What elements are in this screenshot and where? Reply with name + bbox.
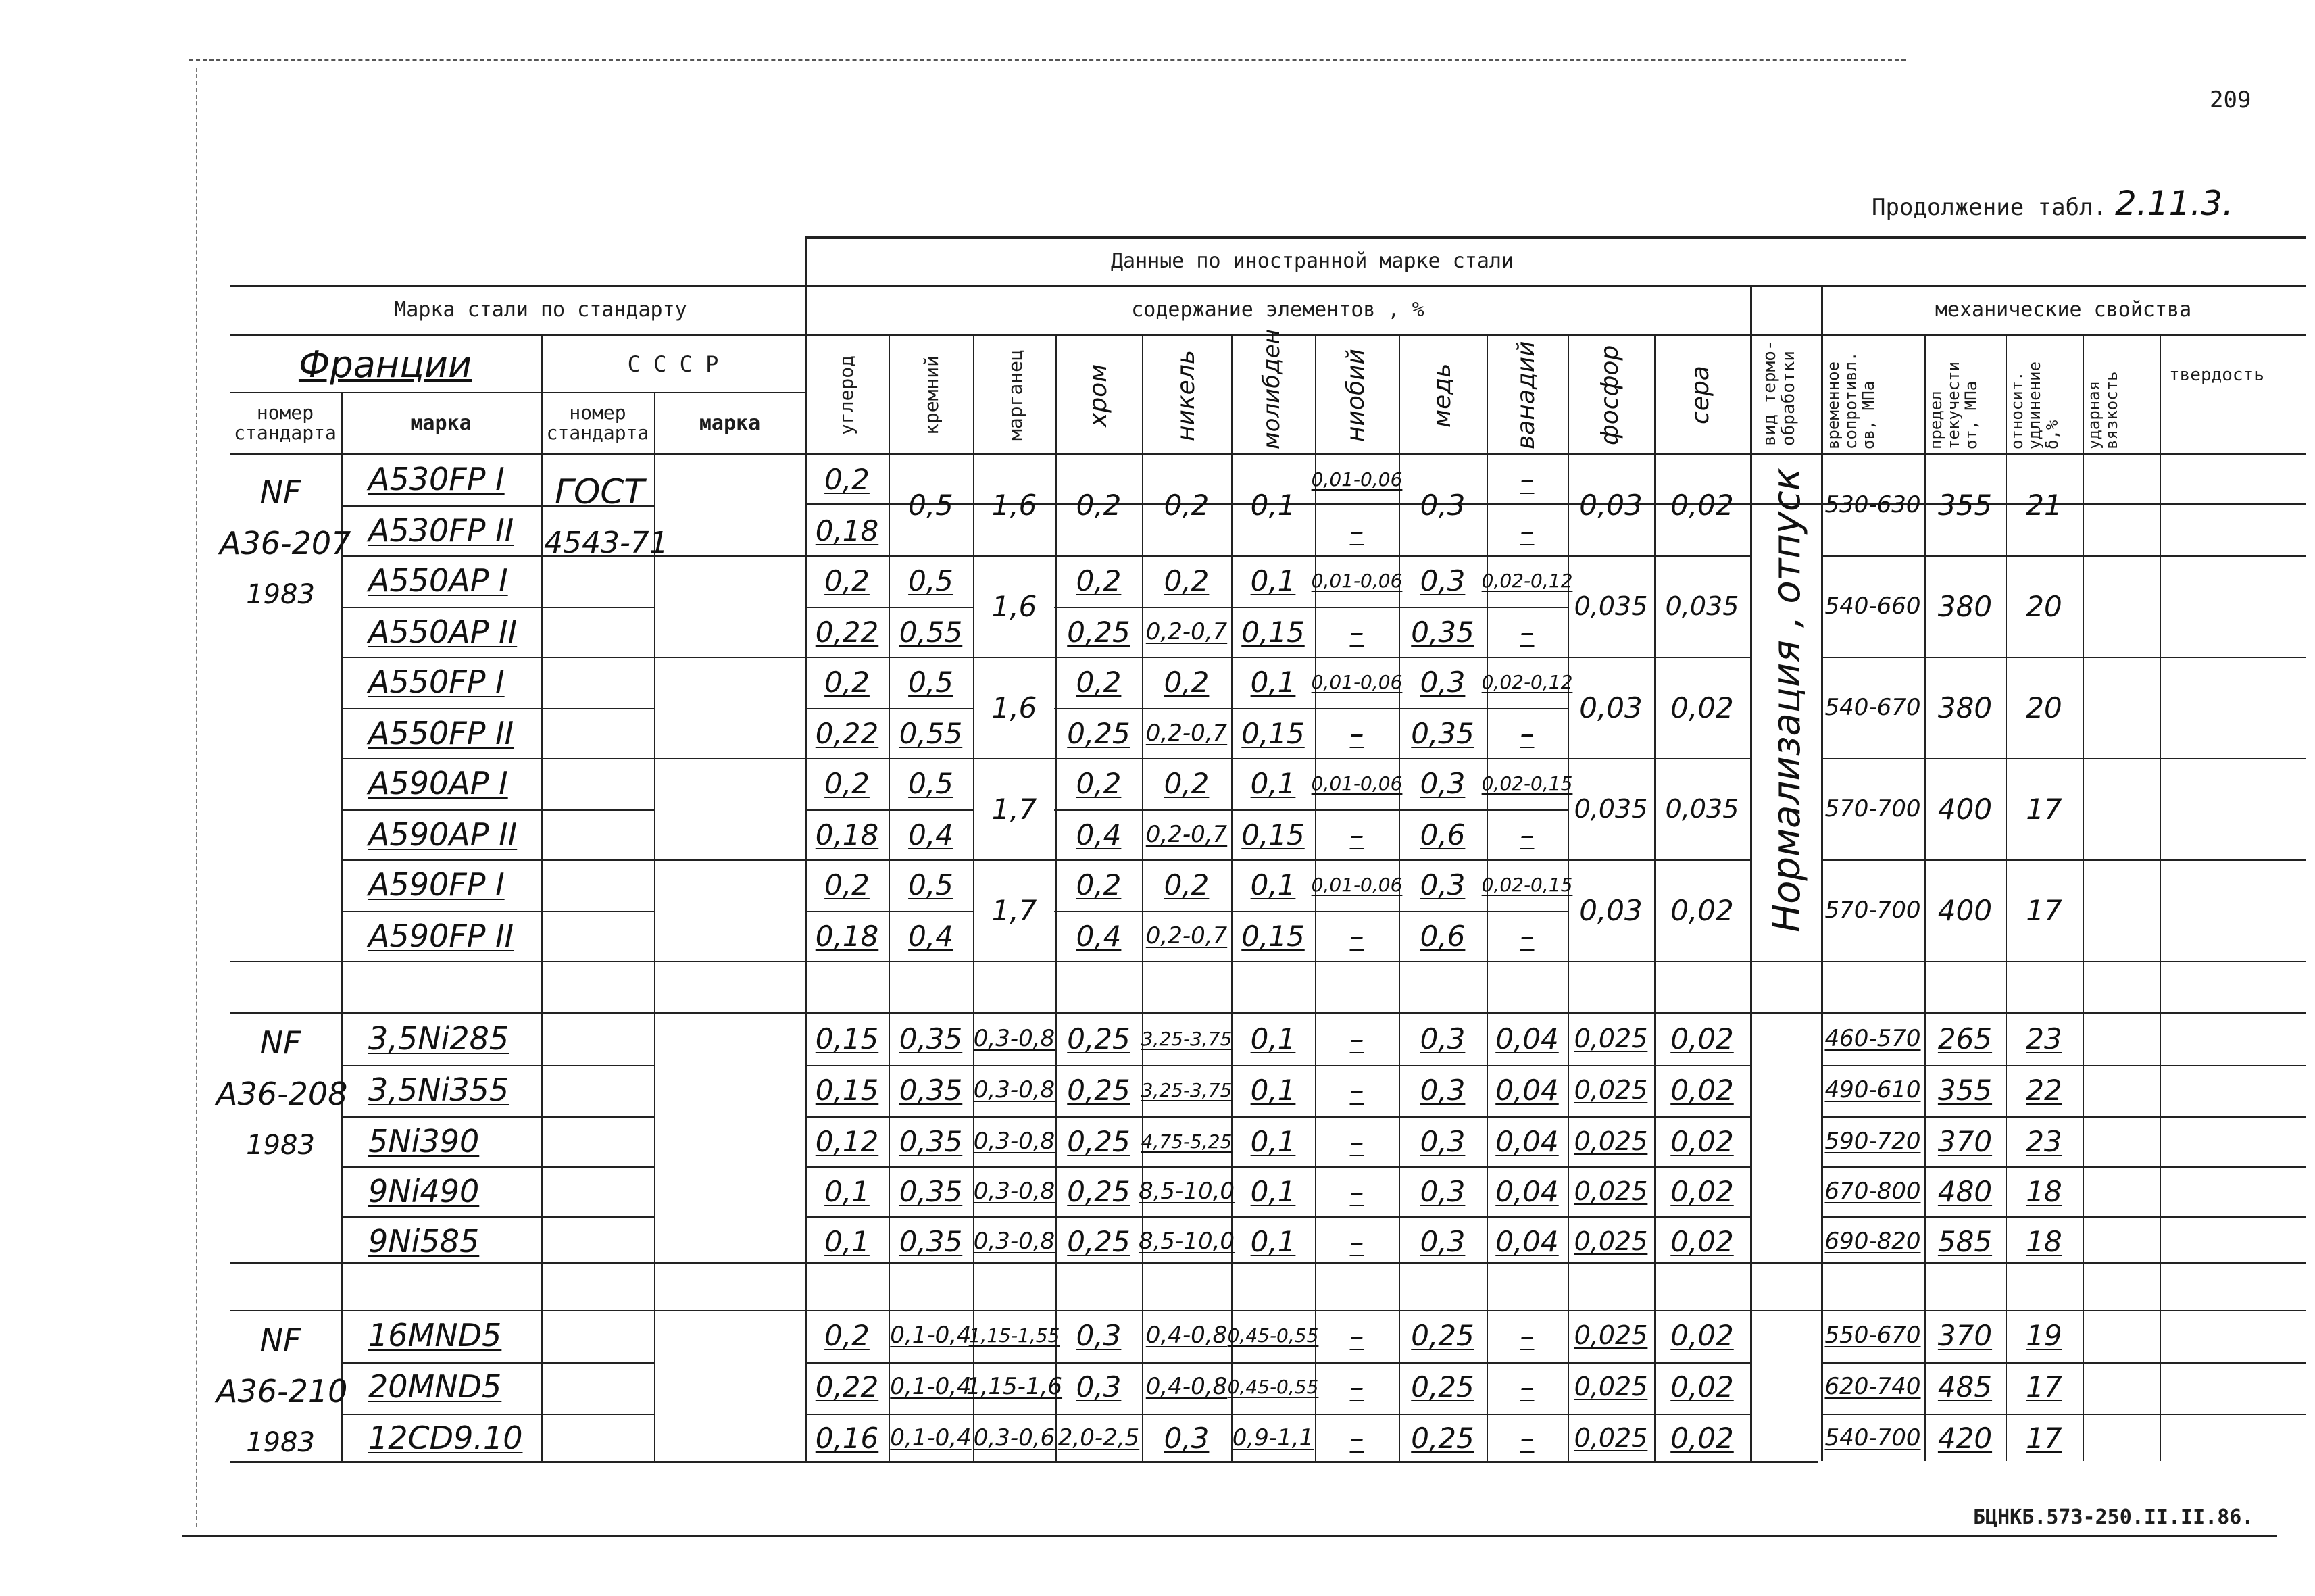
foreign-data-header: Данные по иностранной марке стали [1110, 249, 1514, 273]
cell-mo: 0,1 [1250, 1174, 1296, 1208]
cell-nb: – [1349, 818, 1364, 851]
cell-p: 0,025 [1574, 1226, 1648, 1256]
cell-el: 17 [2026, 792, 2062, 826]
cell-ni: 3,25-3,75 [1141, 1078, 1233, 1101]
cell-ni: 0,2 [1164, 868, 1210, 901]
std-number-ussr: номер стандарта [546, 401, 649, 444]
grid-line [2160, 334, 2161, 1461]
cell-ts: 590-720 [1824, 1128, 1921, 1155]
cell-p: 0,03 [1579, 893, 1643, 927]
cell-v: – [1520, 615, 1535, 649]
cell-ts: 540-700 [1824, 1424, 1921, 1451]
grid-line [230, 392, 805, 393]
col-tensile-strength: временное сопротивл. σв, МПа [1824, 351, 1878, 449]
cell-ni: 0,2-0,7 [1145, 821, 1228, 848]
cell-ni: 8,5-10,0 [1138, 1178, 1235, 1205]
cell-mo: 0,1 [1250, 564, 1296, 597]
cell-ts: 540-670 [1824, 694, 1921, 721]
cell-grade: 9Ni585 [368, 1223, 480, 1260]
group-a-standard [220, 466, 351, 620]
cell-grade: A590AP II [368, 816, 518, 853]
cell-el: 21 [2026, 488, 2062, 522]
cell-mo: 0,1 [1250, 1124, 1296, 1158]
cell-mn: 1,6 [991, 488, 1037, 522]
footer-code: БЦНКБ.573-250.II.II.86. [1973, 1505, 2254, 1529]
cell-si: 0,5 [908, 488, 953, 522]
cell-c: 0,2 [824, 462, 870, 496]
left-edge-line [196, 68, 197, 1527]
cell-cr: 0,3 [1076, 1370, 1122, 1403]
cell-c: 0,18 [815, 919, 879, 953]
cell-si: 0,35 [899, 1174, 963, 1208]
cell-mo: 0,1 [1250, 1022, 1296, 1055]
cell-cu: 0,3 [1420, 1022, 1466, 1055]
cell-nb: – [1349, 1073, 1364, 1107]
cell-v: – [1520, 1421, 1535, 1455]
cell-v: – [1520, 1318, 1535, 1352]
cell-el: 18 [2026, 1174, 2062, 1208]
std-line: 1983 [246, 1130, 315, 1161]
cell-s: 0,02 [1670, 1224, 1734, 1258]
std-line: NF [259, 1024, 301, 1061]
std-line: NF [259, 474, 301, 510]
cell-mo: 0,1 [1250, 1224, 1296, 1258]
std-line: A36-208 [216, 1076, 348, 1112]
cell-mo: 0,1 [1250, 665, 1296, 699]
cell-mn: 0,3-0,8 [973, 1128, 1055, 1155]
col-heat-treatment: вид термо- обработки [1760, 340, 1799, 446]
cell-s: 0,035 [1665, 591, 1739, 621]
cell-ts: 570-700 [1824, 897, 1921, 924]
cell-el: 18 [2026, 1224, 2062, 1258]
cell-ys: 480 [1937, 1174, 1993, 1208]
cell-si: 0,1-0,4 [890, 1373, 972, 1400]
cell-s: 0,02 [1670, 893, 1734, 927]
elements-content-header: содержание элементов , % [1131, 297, 1424, 322]
cell-cr: 0,25 [1067, 1224, 1130, 1258]
cell-mo: 0,9-1,1 [1232, 1424, 1314, 1451]
heat-treatment-value: Нормализация , отпуск [1765, 468, 1809, 932]
cell-c: 0,22 [815, 1370, 879, 1403]
cell-mo: 0,45-0,55 [1227, 1324, 1319, 1347]
cell-mn: 1,15-1,55 [968, 1324, 1060, 1347]
cell-cr: 0,25 [1067, 1124, 1130, 1158]
cell-cr: 0,2 [1076, 665, 1122, 699]
bottom-edge-line [182, 1535, 2277, 1537]
cell-c: 0,18 [815, 818, 879, 851]
cell-ys: 370 [1937, 1318, 1993, 1352]
col-niobium: ниобий [1342, 349, 1370, 442]
cell-mn: 0,3-0,6 [973, 1424, 1055, 1451]
cell-ys: 380 [1937, 691, 1993, 724]
cell-si: 0,5 [908, 766, 953, 800]
cell-v: 0,04 [1495, 1124, 1559, 1158]
continuation-text: Продолжение табл. [1872, 194, 2107, 221]
cell-v: 0,04 [1495, 1224, 1559, 1258]
cell-cr: 0,4 [1076, 818, 1122, 851]
cell-cu: 0,3 [1420, 1073, 1466, 1107]
cell-cr: 0,3 [1076, 1318, 1122, 1352]
cell-ni: 0,2-0,7 [1145, 720, 1228, 747]
cell-v: – [1520, 818, 1535, 851]
cell-ts: 530-630 [1824, 491, 1921, 518]
continuation-label [1872, 184, 2233, 223]
cell-el: 19 [2026, 1318, 2062, 1352]
cell-mo: 0,15 [1241, 615, 1305, 649]
cell-s: 0,02 [1670, 691, 1734, 724]
cell-v: 0,02-0,15 [1481, 772, 1573, 795]
cell-ni: 0,2 [1164, 488, 1210, 522]
cell-cu: 0,3 [1420, 766, 1466, 800]
cell-nb: – [1349, 1022, 1364, 1055]
cell-cu: 0,25 [1411, 1318, 1474, 1352]
continuation-ref: 2.11.3. [2115, 184, 2233, 223]
cell-s: 0,035 [1665, 794, 1739, 824]
cell-v: 0,02-0,12 [1481, 670, 1573, 693]
cell-ts: 690-820 [1824, 1228, 1921, 1255]
cell-nb: 0,01-0,06 [1311, 569, 1403, 592]
group-b-standard [216, 1017, 348, 1171]
cell-grade: A530FP II [368, 512, 514, 549]
cell-ts: 460-570 [1824, 1025, 1921, 1052]
grade-ussr: марка [699, 411, 761, 435]
cell-si: 0,4 [908, 919, 953, 953]
cell-cr: 0,25 [1067, 1073, 1130, 1107]
cell-el: 22 [2026, 1073, 2062, 1107]
std-line: NF [259, 1322, 301, 1358]
cell-c: 0,12 [815, 1124, 879, 1158]
cell-c: 0,1 [824, 1224, 870, 1258]
cell-ys: 400 [1937, 792, 1993, 826]
cell-cu: 0,3 [1420, 1174, 1466, 1208]
cell-ts: 620-740 [1824, 1373, 1921, 1400]
grid-line [1750, 285, 1752, 1461]
cell-si: 0,1-0,4 [890, 1322, 972, 1349]
col-chromium: хром [1085, 364, 1112, 427]
cell-nb: – [1349, 1224, 1364, 1258]
cell-mn: 1,7 [991, 792, 1037, 826]
cell-grade: A590FP I [368, 866, 505, 903]
cell-v: 0,02-0,15 [1481, 873, 1573, 896]
cell-cu: 0,3 [1420, 564, 1466, 597]
col-vanadium: ванадий [1512, 341, 1540, 449]
cell-ys: 485 [1937, 1370, 1993, 1403]
cell-s: 0,02 [1670, 1318, 1734, 1352]
ussr-header: С С С Р [627, 351, 719, 377]
cell-si: 0,5 [908, 868, 953, 901]
cell-nb: 0,01-0,06 [1311, 670, 1403, 693]
cell-si: 0,35 [899, 1124, 963, 1158]
cell-cr: 0,2 [1076, 564, 1122, 597]
cell-ys: 585 [1937, 1224, 1993, 1258]
cell-s: 0,02 [1670, 488, 1734, 522]
cell-mn: 1,15-1,6 [966, 1373, 1063, 1400]
cell-v: 0,04 [1495, 1022, 1559, 1055]
cell-ni: 4,75-5,25 [1141, 1130, 1233, 1153]
cell-grade: 20MND5 [368, 1368, 502, 1405]
grade-fr: марка [410, 411, 472, 435]
cell-v: – [1520, 716, 1535, 750]
cell-p: 0,03 [1579, 691, 1643, 724]
cell-si: 0,5 [908, 665, 953, 699]
cell-ts: 570-700 [1824, 795, 1921, 822]
cell-nb: – [1349, 1124, 1364, 1158]
cell-grade: A550AP I [368, 562, 508, 599]
cell-grade: A530FP I [368, 461, 505, 497]
cell-p: 0,025 [1574, 1126, 1648, 1156]
grid-line [805, 236, 2306, 239]
cell-si: 0,1-0,4 [890, 1424, 972, 1451]
cell-grade: A550FP I [368, 664, 505, 700]
std-number-fr: номер стандарта [234, 401, 337, 444]
cell-nb: – [1349, 1174, 1364, 1208]
cell-c: 0,2 [824, 868, 870, 901]
cell-p: 0,025 [1574, 1423, 1648, 1453]
cell-nb: – [1349, 1370, 1364, 1403]
cell-mn: 1,6 [991, 691, 1037, 724]
cell-nb: – [1349, 615, 1364, 649]
col-sulfur: сера [1687, 366, 1714, 425]
cell-mn: 0,3-0,8 [973, 1076, 1055, 1103]
cell-cr: 2,0-2,5 [1057, 1424, 1140, 1451]
cell-el: 17 [2026, 1421, 2062, 1455]
cell-s: 0,02 [1670, 1073, 1734, 1107]
cell-si: 0,5 [908, 564, 953, 597]
cell-ys: 355 [1937, 488, 1993, 522]
std-line: 1983 [246, 579, 315, 610]
cell-ys: 370 [1937, 1124, 1993, 1158]
cell-v: – [1520, 1370, 1535, 1403]
cell-cr: 0,25 [1067, 1022, 1130, 1055]
cell-p: 0,025 [1574, 1075, 1648, 1105]
cell-p: 0,025 [1574, 1372, 1648, 1401]
cell-p: 0,03 [1579, 488, 1643, 522]
cell-mo: 0,1 [1250, 1073, 1296, 1107]
cell-grade: A550FP II [368, 715, 514, 751]
cell-s: 0,02 [1670, 1022, 1734, 1055]
cell-grade: A590AP I [368, 765, 508, 801]
cell-ts: 550-670 [1824, 1322, 1921, 1349]
cell-el: 23 [2026, 1124, 2062, 1158]
cell-mn: 1,7 [991, 893, 1037, 927]
cell-ys: 265 [1937, 1022, 1993, 1055]
cell-cu: 0,3 [1420, 488, 1466, 522]
cell-ni: 0,3 [1164, 1421, 1210, 1455]
cell-cu: 0,25 [1411, 1370, 1474, 1403]
std-line: 1983 [246, 1427, 315, 1458]
cell-v: – [1520, 462, 1535, 496]
cell-c: 0,1 [824, 1174, 870, 1208]
france-header: Франции [298, 343, 472, 386]
cell-c: 0,2 [824, 766, 870, 800]
cell-ts: 670-800 [1824, 1178, 1921, 1205]
cell-ni: 0,4-0,8 [1145, 1373, 1228, 1400]
cell-ys: 420 [1937, 1421, 1993, 1455]
col-nickel: никель [1172, 349, 1200, 441]
cell-si: 0,4 [908, 818, 953, 851]
cell-ys: 400 [1937, 893, 1993, 927]
col-manganese: марганец [1004, 349, 1026, 441]
cell-nb: – [1349, 514, 1364, 547]
cell-p: 0,035 [1574, 591, 1648, 621]
cell-cu: 0,6 [1420, 919, 1466, 953]
cell-grade: A550AP II [368, 614, 518, 650]
cell-nb: 0,01-0,06 [1311, 873, 1403, 896]
cell-mo: 0,1 [1250, 488, 1296, 522]
cell-mn: 1,6 [991, 589, 1037, 623]
cell-cr: 0,2 [1076, 868, 1122, 901]
cell-c: 0,15 [815, 1073, 879, 1107]
cell-cu: 0,3 [1420, 1124, 1466, 1158]
cell-si: 0,55 [899, 716, 963, 750]
cell-v: 0,02-0,12 [1481, 569, 1573, 592]
cell-cu: 0,3 [1420, 1224, 1466, 1258]
cell-mo: 0,1 [1250, 868, 1296, 901]
cell-el: 20 [2026, 589, 2062, 623]
cell-s: 0,02 [1670, 1174, 1734, 1208]
cell-mn: 0,3-0,8 [973, 1228, 1055, 1255]
cell-mo: 0,45-0,55 [1227, 1375, 1319, 1398]
cell-ni: 0,2-0,7 [1145, 922, 1228, 949]
grade-by-standard-header: Марка стали по стандарту [394, 297, 687, 322]
cell-ni: 0,4-0,8 [1145, 1322, 1228, 1349]
cell-el: 17 [2026, 1370, 2062, 1403]
cell-c: 0,22 [815, 716, 879, 750]
cell-c: 0,2 [824, 564, 870, 597]
cell-mn: 0,3-0,8 [973, 1025, 1055, 1052]
cell-cr: 0,2 [1076, 488, 1122, 522]
cell-cr: 0,2 [1076, 766, 1122, 800]
cell-nb: – [1349, 716, 1364, 750]
cell-ni: 0,2 [1164, 766, 1210, 800]
col-molybdenum: молибден [1258, 329, 1285, 449]
grid-line [2083, 334, 2084, 1461]
cell-v: 0,04 [1495, 1073, 1559, 1107]
cell-cr: 0,25 [1067, 1174, 1130, 1208]
cell-v: – [1520, 514, 1535, 547]
cell-c: 0,18 [815, 514, 879, 547]
cell-cr: 0,25 [1067, 716, 1130, 750]
cell-si: 0,35 [899, 1073, 963, 1107]
cell-ni: 3,25-3,75 [1141, 1027, 1233, 1050]
cell-cu: 0,3 [1420, 868, 1466, 901]
cell-cu: 0,6 [1420, 818, 1466, 851]
cell-ts: 540-660 [1824, 593, 1921, 620]
col-impact: ударная вязкость [2085, 371, 2121, 449]
page-number: 209 [2210, 86, 2251, 114]
std-line: A36-207 [220, 525, 351, 562]
col-hardness: твердость [2169, 365, 2264, 385]
ussr-std-line: 4543-71 [544, 526, 668, 560]
cell-mo: 0,15 [1241, 716, 1305, 750]
col-copper: медь [1428, 363, 1456, 428]
col-phosphorus: фосфор [1596, 345, 1624, 446]
cell-grade: 12CD9.10 [368, 1420, 523, 1456]
top-edge-line [189, 59, 1906, 61]
cell-cu: 0,35 [1411, 716, 1474, 750]
cell-nb: – [1349, 1318, 1364, 1352]
cell-nb: 0,01-0,06 [1311, 468, 1403, 491]
cell-p: 0,025 [1574, 1024, 1648, 1053]
cell-mo: 0,1 [1250, 766, 1296, 800]
cell-c: 0,2 [824, 1318, 870, 1352]
cell-mo: 0,15 [1241, 818, 1305, 851]
cell-grade: 9Ni490 [368, 1173, 480, 1210]
col-silicon: кремний [920, 355, 943, 436]
cell-c: 0,2 [824, 665, 870, 699]
group-c-standard [216, 1314, 348, 1468]
cell-cu: 0,3 [1420, 665, 1466, 699]
cell-mn: 0,3-0,8 [973, 1178, 1055, 1205]
cell-c: 0,22 [815, 615, 879, 649]
cell-p: 0,025 [1574, 1320, 1648, 1350]
cell-cu: 0,35 [1411, 615, 1474, 649]
cell-v: – [1520, 919, 1535, 953]
col-yield-strength: предел текучести σт, МПа [1926, 361, 1981, 449]
mechanical-header: механические свойства [1935, 297, 2192, 322]
cell-el: 17 [2026, 893, 2062, 927]
cell-cr: 0,25 [1067, 615, 1130, 649]
cell-grade: 16MND5 [368, 1317, 502, 1353]
cell-grade: 5Ni390 [368, 1123, 480, 1159]
cell-si: 0,35 [899, 1022, 963, 1055]
cell-cr: 0,4 [1076, 919, 1122, 953]
cell-el: 23 [2026, 1022, 2062, 1055]
cell-mo: 0,15 [1241, 919, 1305, 953]
cell-c: 0,16 [815, 1421, 879, 1455]
cell-grade: A590FP II [368, 918, 514, 954]
col-elongation: относит. удлинение δ,% [2008, 361, 2062, 449]
cell-p: 0,035 [1574, 794, 1648, 824]
cell-s: 0,02 [1670, 1421, 1734, 1455]
cell-s: 0,02 [1670, 1124, 1734, 1158]
cell-ni: 8,5-10,0 [1138, 1228, 1235, 1255]
ussr-std-line: ГОСТ [555, 472, 645, 512]
cell-ys: 380 [1937, 589, 1993, 623]
cell-ys: 355 [1937, 1073, 1993, 1107]
std-line: A36-210 [216, 1373, 348, 1410]
cell-nb: 0,01-0,06 [1311, 772, 1403, 795]
cell-ni: 0,2-0,7 [1145, 618, 1228, 645]
cell-cu: 0,25 [1411, 1421, 1474, 1455]
cell-grade: 3,5Ni355 [368, 1072, 509, 1108]
cell-nb: – [1349, 919, 1364, 953]
cell-ni: 0,2 [1164, 665, 1210, 699]
cell-si: 0,55 [899, 615, 963, 649]
col-carbon: углерод [835, 355, 857, 436]
grid-line [230, 285, 2306, 287]
cell-si: 0,35 [899, 1224, 963, 1258]
cell-el: 20 [2026, 691, 2062, 724]
cell-s: 0,02 [1670, 1370, 1734, 1403]
cell-c: 0,15 [815, 1022, 879, 1055]
cell-nb: – [1349, 1421, 1364, 1455]
cell-ts: 490-610 [1824, 1076, 1921, 1103]
cell-ni: 0,2 [1164, 564, 1210, 597]
cell-grade: 3,5Ni285 [368, 1020, 509, 1057]
cell-p: 0,025 [1574, 1176, 1648, 1206]
cell-v: 0,04 [1495, 1174, 1559, 1208]
